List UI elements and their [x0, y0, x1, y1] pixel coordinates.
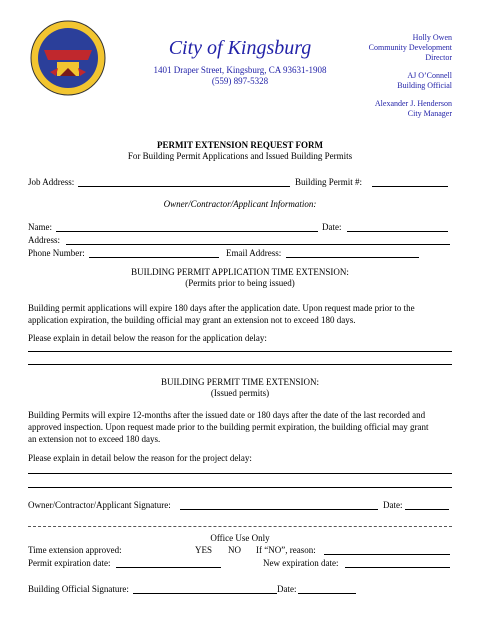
official-date-label: Date:	[277, 584, 297, 594]
address-field[interactable]	[66, 244, 450, 245]
building-permit-field[interactable]	[372, 186, 448, 187]
address-label: Address:	[28, 235, 60, 245]
city-address: 1401 Draper Street, Kingsburg, CA 93631-1908	[153, 65, 327, 75]
signature-date-label: Date:	[383, 500, 403, 510]
permit-explain-prompt: Please explain in detail below the reason for the project delay:	[28, 453, 252, 463]
date-label: Date:	[322, 222, 342, 232]
name-field[interactable]	[56, 231, 318, 232]
permit-expiration-label: Permit expiration date:	[28, 558, 111, 568]
permit-body-text: approved inspection. Upon request made prior to the building permit expiration, the building official may grant	[28, 422, 429, 432]
permit-body-text: an extension not to exceed 180 days.	[28, 434, 161, 444]
no-option[interactable]: NO	[228, 545, 241, 555]
official-title: Community Development	[368, 43, 452, 52]
application-reason-line[interactable]	[28, 351, 452, 352]
applicant-signature-field[interactable]	[180, 509, 378, 510]
official-title: Director	[425, 53, 452, 62]
phone-label: Phone Number:	[28, 248, 85, 258]
city-name: City of Kingsburg	[168, 37, 312, 59]
application-extension-heading: BUILDING PERMIT APPLICATION TIME EXTENSION:	[131, 267, 349, 277]
city-seal-logo	[30, 20, 106, 96]
application-body-text: application expiration, the building official may grant an extension not to exceed 180 days.	[28, 315, 356, 325]
application-body-text: Building permit applications will expire 180 days after the application date. Upon request made prior to the	[28, 303, 415, 313]
email-label: Email Address:	[226, 248, 282, 258]
new-expiration-label: New expiration date:	[263, 558, 339, 568]
if-no-reason-label: If “NO”, reason:	[256, 545, 316, 555]
application-reason-line[interactable]	[28, 364, 452, 365]
office-use-divider	[28, 526, 452, 527]
building-permit-label: Building Permit #:	[295, 177, 363, 187]
new-expiration-field[interactable]	[345, 567, 450, 568]
job-address-label: Job Address:	[28, 177, 75, 187]
official-signature-field[interactable]	[133, 593, 277, 594]
application-extension-subheading: (Permits prior to being issued)	[185, 278, 295, 288]
time-extension-approved-label: Time extension approved:	[28, 545, 122, 555]
official-signature-label: Building Official Signature:	[28, 584, 129, 594]
permit-body-text: Building Permits will expire 12-months after the issued date or 180 days after the date of the last recorded and	[28, 410, 426, 420]
permit-reason-line[interactable]	[28, 487, 452, 488]
job-address-field[interactable]	[78, 186, 290, 187]
city-phone: (559) 897-5328	[211, 76, 269, 86]
name-label: Name:	[28, 222, 52, 232]
official-name: Holly Owen	[412, 33, 452, 42]
office-use-heading: Office Use Only	[210, 533, 270, 543]
application-explain-prompt: Please explain in detail below the reason for the application delay:	[28, 333, 267, 343]
yes-option[interactable]: YES	[195, 545, 213, 555]
official-title: Building Official	[397, 81, 452, 90]
if-no-reason-field[interactable]	[324, 554, 450, 555]
applicant-info-heading: Owner/Contractor/Applicant Information:	[163, 199, 317, 209]
official-name: AJ O’Connell	[407, 71, 452, 80]
date-field[interactable]	[347, 231, 448, 232]
official-date-field[interactable]	[298, 593, 356, 594]
permit-extension-subheading: (Issued permits)	[210, 388, 270, 398]
permit-reason-line[interactable]	[28, 473, 452, 474]
permit-expiration-field[interactable]	[116, 567, 221, 568]
official-title: City Manager	[407, 109, 452, 118]
official-name: Alexander J. Henderson	[374, 99, 452, 108]
form-title: PERMIT EXTENSION REQUEST FORM	[157, 140, 323, 150]
email-field[interactable]	[286, 257, 419, 258]
form-subtitle: For Building Permit Applications and Issued Building Permits	[127, 151, 353, 161]
applicant-signature-label: Owner/Contractor/Applicant Signature:	[28, 500, 171, 510]
phone-field[interactable]	[89, 257, 219, 258]
signature-date-field[interactable]	[405, 509, 449, 510]
permit-extension-heading: BUILDING PERMIT TIME EXTENSION:	[161, 377, 319, 387]
